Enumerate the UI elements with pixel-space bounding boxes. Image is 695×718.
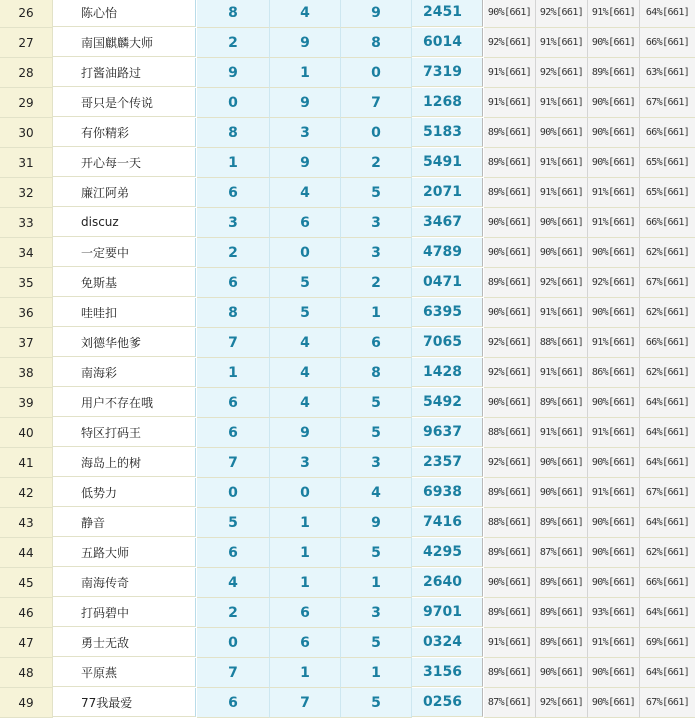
percent-2-cell: 91%[661] (536, 298, 588, 328)
digit-1-cell: 8 (197, 0, 270, 28)
digit-2-cell: 5 (270, 268, 341, 298)
table-row (0, 28, 695, 58)
number-cell: 0471 (412, 268, 483, 297)
digit-1-cell: 4 (197, 568, 270, 598)
percent-1-cell: 89%[661] (484, 148, 536, 178)
digit-1-cell: 2 (197, 28, 270, 58)
percent-2-cell: 90%[661] (536, 238, 588, 268)
percent-3-cell: 90%[661] (588, 28, 640, 58)
number-cell: 2451 (412, 0, 483, 27)
rank-cell: 47 (0, 628, 53, 658)
number-cell: 6014 (412, 28, 483, 57)
digit-2-cell: 7 (270, 688, 341, 718)
table-row (0, 88, 695, 118)
username-cell: 低势力 (53, 478, 196, 507)
percent-4-cell: 64%[661] (640, 658, 695, 688)
username-cell: 打码碧中 (53, 598, 196, 627)
rank-cell: 46 (0, 598, 53, 628)
percent-2-cell: 91%[661] (536, 418, 588, 448)
username-cell: 哇哇扣 (53, 298, 196, 327)
percent-3-cell: 90%[661] (588, 118, 640, 148)
percent-4-cell: 64%[661] (640, 388, 695, 418)
number-cell: 5491 (412, 148, 483, 177)
rank-cell: 38 (0, 358, 53, 388)
percent-3-cell: 91%[661] (588, 208, 640, 238)
number-cell: 2071 (412, 178, 483, 207)
username-cell: 五路大师 (53, 538, 196, 567)
rank-cell: 33 (0, 208, 53, 238)
digit-1-cell: 2 (197, 238, 270, 268)
rank-cell: 48 (0, 658, 53, 688)
digit-3-cell: 3 (341, 598, 412, 628)
percent-3-cell: 93%[661] (588, 598, 640, 628)
number-cell: 6938 (412, 478, 483, 507)
percent-4-cell: 69%[661] (640, 628, 695, 658)
number-cell: 4789 (412, 238, 483, 267)
digit-1-cell: 8 (197, 298, 270, 328)
digit-2-cell: 9 (270, 418, 341, 448)
digit-1-cell: 0 (197, 88, 270, 118)
table-row (0, 178, 695, 208)
digit-2-cell: 3 (270, 118, 341, 148)
percent-3-cell: 89%[661] (588, 58, 640, 88)
percent-1-cell: 90%[661] (484, 298, 536, 328)
number-cell: 3156 (412, 658, 483, 687)
digit-1-cell: 0 (197, 628, 270, 658)
percent-1-cell: 89%[661] (484, 478, 536, 508)
digit-3-cell: 1 (341, 568, 412, 598)
table-row (0, 658, 695, 688)
percent-2-cell: 92%[661] (536, 0, 588, 28)
percent-1-cell: 91%[661] (484, 88, 536, 118)
percent-4-cell: 64%[661] (640, 598, 695, 628)
digit-3-cell: 9 (341, 508, 412, 538)
digit-3-cell: 0 (341, 118, 412, 148)
percent-3-cell: 90%[661] (588, 508, 640, 538)
username-cell: 廉江阿弟 (53, 178, 196, 207)
digit-3-cell: 3 (341, 238, 412, 268)
rank-cell: 39 (0, 388, 53, 418)
digit-3-cell: 5 (341, 538, 412, 568)
rank-cell: 32 (0, 178, 53, 208)
digit-1-cell: 7 (197, 658, 270, 688)
username-cell: 开心每一天 (53, 148, 196, 177)
percent-1-cell: 87%[661] (484, 688, 536, 718)
percent-1-cell: 91%[661] (484, 628, 536, 658)
username-cell: 勇士无敌 (53, 628, 196, 657)
digit-2-cell: 9 (270, 148, 341, 178)
percent-1-cell: 89%[661] (484, 658, 536, 688)
percent-4-cell: 67%[661] (640, 88, 695, 118)
percent-1-cell: 92%[661] (484, 28, 536, 58)
table-row (0, 478, 695, 508)
digit-3-cell: 7 (341, 88, 412, 118)
digit-3-cell: 5 (341, 628, 412, 658)
digit-2-cell: 9 (270, 88, 341, 118)
percent-2-cell: 89%[661] (536, 598, 588, 628)
digit-2-cell: 1 (270, 508, 341, 538)
digit-1-cell: 6 (197, 178, 270, 208)
rank-cell: 30 (0, 118, 53, 148)
digit-3-cell: 3 (341, 448, 412, 478)
percent-3-cell: 91%[661] (588, 628, 640, 658)
digit-3-cell: 5 (341, 178, 412, 208)
percent-2-cell: 91%[661] (536, 148, 588, 178)
percent-2-cell: 89%[661] (536, 568, 588, 598)
digit-2-cell: 5 (270, 298, 341, 328)
digit-2-cell: 3 (270, 448, 341, 478)
table-row (0, 298, 695, 328)
digit-1-cell: 9 (197, 58, 270, 88)
percent-2-cell: 91%[661] (536, 28, 588, 58)
number-cell: 7319 (412, 58, 483, 87)
digit-3-cell: 5 (341, 418, 412, 448)
percent-4-cell: 62%[661] (640, 358, 695, 388)
percent-3-cell: 90%[661] (588, 538, 640, 568)
digit-1-cell: 6 (197, 688, 270, 718)
digit-2-cell: 6 (270, 628, 341, 658)
percent-3-cell: 91%[661] (588, 178, 640, 208)
number-cell: 7416 (412, 508, 483, 537)
digit-1-cell: 5 (197, 508, 270, 538)
percent-2-cell: 89%[661] (536, 628, 588, 658)
table-row (0, 418, 695, 448)
rank-cell: 41 (0, 448, 53, 478)
digit-3-cell: 2 (341, 268, 412, 298)
percent-1-cell: 90%[661] (484, 238, 536, 268)
table-row (0, 388, 695, 418)
digit-2-cell: 4 (270, 388, 341, 418)
percent-1-cell: 89%[661] (484, 538, 536, 568)
number-cell: 0324 (412, 628, 483, 657)
percent-3-cell: 90%[661] (588, 298, 640, 328)
rank-cell: 42 (0, 478, 53, 508)
digit-3-cell: 5 (341, 688, 412, 718)
username-cell: 有你精彩 (53, 118, 196, 147)
table-row (0, 208, 695, 238)
percent-4-cell: 66%[661] (640, 118, 695, 148)
number-cell: 4295 (412, 538, 483, 567)
rank-cell: 43 (0, 508, 53, 538)
digit-2-cell: 6 (270, 598, 341, 628)
digit-2-cell: 0 (270, 478, 341, 508)
percent-1-cell: 90%[661] (484, 388, 536, 418)
table-row (0, 328, 695, 358)
username-cell: 一定要中 (53, 238, 196, 267)
number-cell: 9637 (412, 418, 483, 447)
digit-1-cell: 2 (197, 598, 270, 628)
percent-3-cell: 90%[661] (588, 568, 640, 598)
number-cell: 5492 (412, 388, 483, 417)
digit-3-cell: 4 (341, 478, 412, 508)
percent-3-cell: 90%[661] (588, 388, 640, 418)
percent-2-cell: 91%[661] (536, 88, 588, 118)
digit-1-cell: 6 (197, 268, 270, 298)
rank-cell: 37 (0, 328, 53, 358)
rank-cell: 35 (0, 268, 53, 298)
percent-2-cell: 88%[661] (536, 328, 588, 358)
digit-3-cell: 3 (341, 208, 412, 238)
percent-4-cell: 64%[661] (640, 448, 695, 478)
username-cell: 静音 (53, 508, 196, 537)
rank-cell: 40 (0, 418, 53, 448)
digit-2-cell: 4 (270, 0, 341, 28)
percent-4-cell: 65%[661] (640, 148, 695, 178)
percent-3-cell: 92%[661] (588, 268, 640, 298)
table-row (0, 628, 695, 658)
percent-2-cell: 90%[661] (536, 118, 588, 148)
number-cell: 0256 (412, 688, 483, 717)
percent-2-cell: 89%[661] (536, 388, 588, 418)
digit-2-cell: 0 (270, 238, 341, 268)
username-cell: 平原燕 (53, 658, 196, 687)
percent-4-cell: 62%[661] (640, 238, 695, 268)
percent-4-cell: 62%[661] (640, 538, 695, 568)
digit-3-cell: 6 (341, 328, 412, 358)
username-cell: discuz (53, 208, 196, 237)
percent-4-cell: 66%[661] (640, 28, 695, 58)
number-cell: 6395 (412, 298, 483, 327)
percent-1-cell: 89%[661] (484, 598, 536, 628)
percent-4-cell: 64%[661] (640, 508, 695, 538)
table-row (0, 568, 695, 598)
rank-cell: 26 (0, 0, 53, 28)
percent-1-cell: 91%[661] (484, 58, 536, 88)
number-cell: 3467 (412, 208, 483, 237)
digit-2-cell: 6 (270, 208, 341, 238)
digit-1-cell: 7 (197, 328, 270, 358)
username-cell: 南海传奇 (53, 568, 196, 597)
table-row (0, 118, 695, 148)
table-row (0, 268, 695, 298)
percent-1-cell: 90%[661] (484, 208, 536, 238)
percent-3-cell: 91%[661] (588, 478, 640, 508)
number-cell: 2357 (412, 448, 483, 477)
username-cell: 特区打码王 (53, 418, 196, 447)
username-cell: 海岛上的树 (53, 448, 196, 477)
username-cell: 南国麒麟大师 (53, 28, 196, 57)
percent-3-cell: 91%[661] (588, 328, 640, 358)
digit-1-cell: 1 (197, 148, 270, 178)
rank-cell: 36 (0, 298, 53, 328)
digit-1-cell: 3 (197, 208, 270, 238)
percent-2-cell: 90%[661] (536, 208, 588, 238)
rank-cell: 29 (0, 88, 53, 118)
digit-2-cell: 4 (270, 358, 341, 388)
percent-2-cell: 90%[661] (536, 478, 588, 508)
table-row (0, 598, 695, 628)
rank-cell: 44 (0, 538, 53, 568)
table-row (0, 688, 695, 718)
percent-4-cell: 67%[661] (640, 268, 695, 298)
percent-1-cell: 92%[661] (484, 448, 536, 478)
number-cell: 5183 (412, 118, 483, 147)
number-cell: 9701 (412, 598, 483, 627)
percent-3-cell: 90%[661] (588, 658, 640, 688)
digit-3-cell: 2 (341, 148, 412, 178)
digit-3-cell: 9 (341, 0, 412, 28)
percent-1-cell: 90%[661] (484, 568, 536, 598)
percent-4-cell: 63%[661] (640, 58, 695, 88)
rank-cell: 45 (0, 568, 53, 598)
percent-4-cell: 65%[661] (640, 178, 695, 208)
digit-2-cell: 4 (270, 328, 341, 358)
table-row (0, 448, 695, 478)
username-cell: 用户不存在哦 (53, 388, 196, 417)
rank-cell: 34 (0, 238, 53, 268)
digit-2-cell: 1 (270, 58, 341, 88)
percent-2-cell: 91%[661] (536, 358, 588, 388)
number-cell: 1428 (412, 358, 483, 387)
percent-1-cell: 89%[661] (484, 268, 536, 298)
digit-1-cell: 0 (197, 478, 270, 508)
percent-4-cell: 67%[661] (640, 688, 695, 718)
percent-2-cell: 92%[661] (536, 268, 588, 298)
table-row (0, 238, 695, 268)
rank-cell: 27 (0, 28, 53, 58)
digit-2-cell: 9 (270, 28, 341, 58)
percent-3-cell: 90%[661] (588, 88, 640, 118)
username-cell: 77我最爱 (53, 688, 196, 717)
digit-3-cell: 1 (341, 298, 412, 328)
percent-2-cell: 92%[661] (536, 58, 588, 88)
percent-4-cell: 64%[661] (640, 418, 695, 448)
percent-4-cell: 67%[661] (640, 478, 695, 508)
rank-cell: 28 (0, 58, 53, 88)
percent-3-cell: 90%[661] (588, 238, 640, 268)
number-cell: 1268 (412, 88, 483, 117)
username-cell: 刘德华他爹 (53, 328, 196, 357)
percent-1-cell: 89%[661] (484, 118, 536, 148)
digit-2-cell: 1 (270, 538, 341, 568)
percent-2-cell: 90%[661] (536, 448, 588, 478)
percent-2-cell: 89%[661] (536, 508, 588, 538)
table-row (0, 538, 695, 568)
table-row (0, 358, 695, 388)
percent-1-cell: 88%[661] (484, 508, 536, 538)
percent-3-cell: 90%[661] (588, 448, 640, 478)
percent-3-cell: 91%[661] (588, 0, 640, 28)
percent-4-cell: 64%[661] (640, 0, 695, 28)
percent-4-cell: 66%[661] (640, 328, 695, 358)
table-row (0, 58, 695, 88)
digit-3-cell: 8 (341, 358, 412, 388)
number-cell: 2640 (412, 568, 483, 597)
percent-4-cell: 66%[661] (640, 568, 695, 598)
username-cell: 打酱油路过 (53, 58, 196, 87)
percent-2-cell: 91%[661] (536, 178, 588, 208)
digit-1-cell: 6 (197, 538, 270, 568)
digit-2-cell: 1 (270, 658, 341, 688)
percent-1-cell: 90%[661] (484, 0, 536, 28)
percent-1-cell: 88%[661] (484, 418, 536, 448)
number-cell: 7065 (412, 328, 483, 357)
percent-3-cell: 90%[661] (588, 688, 640, 718)
percent-4-cell: 66%[661] (640, 208, 695, 238)
digit-3-cell: 8 (341, 28, 412, 58)
digit-1-cell: 8 (197, 118, 270, 148)
digit-1-cell: 6 (197, 418, 270, 448)
username-cell: 免斯基 (53, 268, 196, 297)
percent-1-cell: 89%[661] (484, 178, 536, 208)
percent-1-cell: 92%[661] (484, 358, 536, 388)
digit-2-cell: 4 (270, 178, 341, 208)
percent-4-cell: 62%[661] (640, 298, 695, 328)
table-row (0, 508, 695, 538)
percent-3-cell: 86%[661] (588, 358, 640, 388)
percent-2-cell: 90%[661] (536, 658, 588, 688)
percent-2-cell: 92%[661] (536, 688, 588, 718)
rank-cell: 49 (0, 688, 53, 718)
percent-3-cell: 91%[661] (588, 418, 640, 448)
table-row (0, 148, 695, 178)
digit-3-cell: 5 (341, 388, 412, 418)
percent-2-cell: 87%[661] (536, 538, 588, 568)
table-row (0, 0, 695, 28)
digit-3-cell: 1 (341, 658, 412, 688)
percent-1-cell: 92%[661] (484, 328, 536, 358)
rank-cell: 31 (0, 148, 53, 178)
digit-1-cell: 7 (197, 448, 270, 478)
digit-1-cell: 1 (197, 358, 270, 388)
digit-3-cell: 0 (341, 58, 412, 88)
digit-2-cell: 1 (270, 568, 341, 598)
percent-3-cell: 90%[661] (588, 148, 640, 178)
username-cell: 南海彩 (53, 358, 196, 387)
username-cell: 哥只是个传说 (53, 88, 196, 117)
username-cell: 陈心怡 (53, 0, 196, 27)
digit-1-cell: 6 (197, 388, 270, 418)
